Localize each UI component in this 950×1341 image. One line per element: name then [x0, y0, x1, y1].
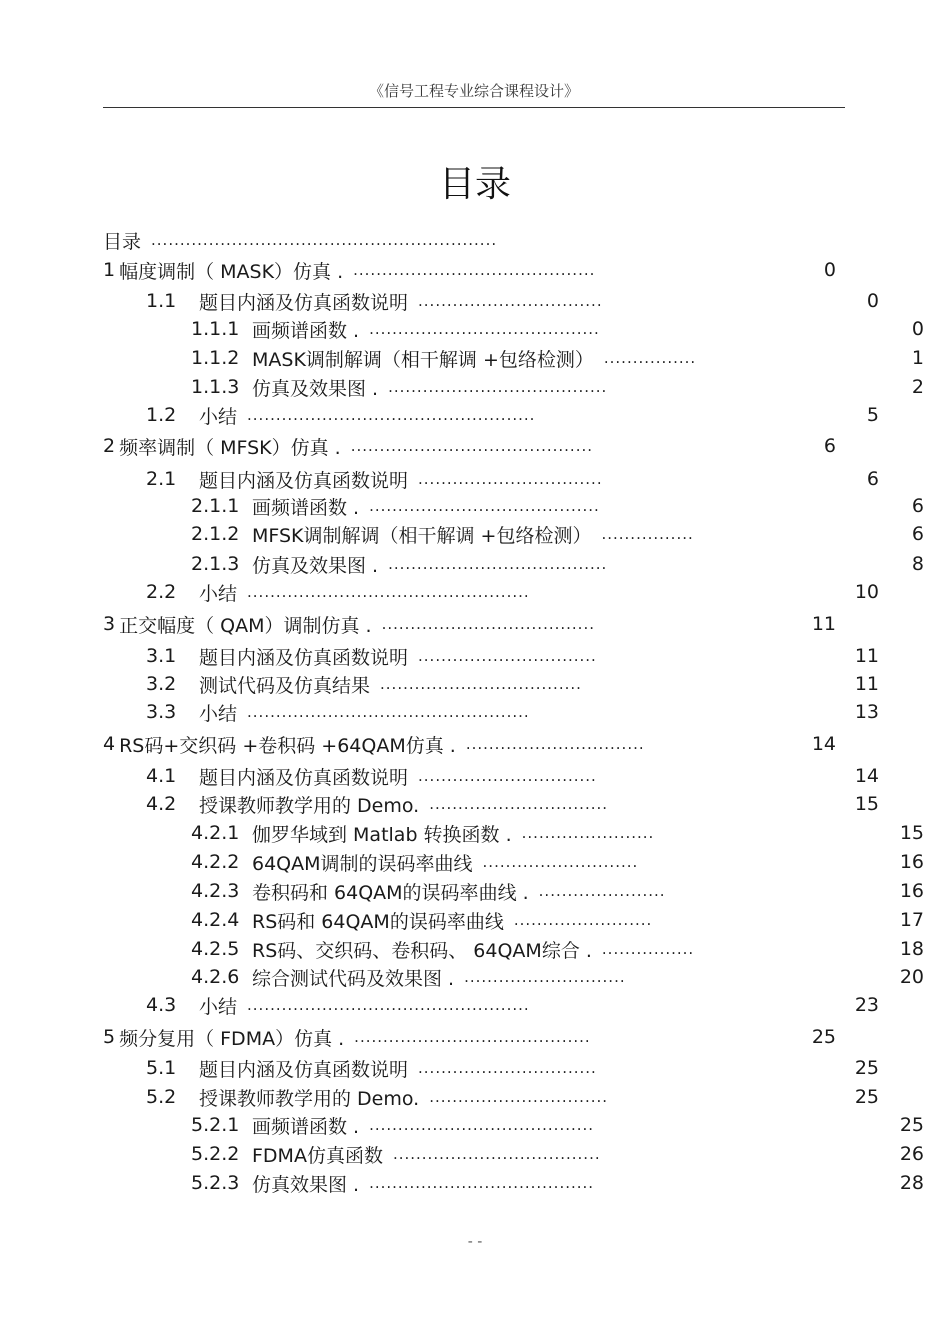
toc-entry-leader: ................................................. — [247, 583, 530, 601]
toc-entry-leader: ................................... — [380, 675, 582, 693]
toc-entry-page: 11 — [854, 645, 879, 667]
toc-entry-number: 5.2.2 — [191, 1143, 240, 1165]
toc-entry-page: 14 — [811, 733, 836, 755]
toc-entry-leader: ................ — [601, 940, 695, 958]
toc-entry[interactable] — [103, 1111, 924, 1139]
toc-entry[interactable] — [103, 730, 836, 758]
toc-entry-title: 卷积码和 64QAM的误码率曲线 . — [252, 881, 529, 904]
toc-entry-page: 25 — [854, 1086, 879, 1108]
toc-entry-leader: ..................................... — [381, 615, 595, 633]
toc-entry-number: 2.2 — [146, 581, 177, 603]
toc-entry-leader: ................................................. — [247, 996, 530, 1014]
toc-entry-number: 4.2.4 — [191, 909, 240, 931]
toc-entry[interactable] — [103, 670, 879, 698]
toc-entry-leader: .................................... — [392, 1145, 601, 1163]
toc-entry-number: 4.2.3 — [191, 880, 240, 902]
toc-entry-page: 0 — [866, 290, 879, 312]
toc-entry-number: 2.1.2 — [191, 523, 240, 545]
toc-entry[interactable] — [103, 1023, 836, 1051]
toc-entry-title: 小结 — [199, 995, 238, 1018]
toc-entry-page: 6 — [866, 468, 879, 490]
toc-entry-number: 1.1.2 — [191, 347, 240, 369]
toc-entry-leader: ................ — [603, 349, 697, 367]
toc-entry[interactable] — [103, 790, 879, 818]
toc-entry-number: 4.3 — [146, 994, 177, 1016]
toc-entry-page: 20 — [899, 966, 924, 988]
toc-entry-number: 2.1.3 — [191, 553, 240, 575]
toc-entry[interactable] — [103, 698, 879, 726]
toc-entry-number: 2.1 — [146, 468, 177, 490]
toc-entry-title: 画频谱函数 . — [252, 1115, 360, 1138]
toc-entry-title: 幅度调制（ MASK）仿真 . — [119, 260, 344, 283]
toc-entry-number: 1.1.1 — [191, 318, 240, 340]
toc-entry-title: RS码+交织码 +卷积码 +64QAM仿真 . — [119, 734, 456, 757]
toc-entry-page: 23 — [854, 994, 879, 1016]
toc-entry[interactable] — [103, 610, 836, 638]
page-title: 目录 — [438, 164, 511, 205]
toc-entry-leader: ....................................... — [369, 1174, 595, 1192]
toc-entry-title: 测试代码及仿真结果 — [199, 674, 371, 697]
toc-entry[interactable] — [103, 315, 924, 343]
toc-entry-page: 17 — [899, 909, 924, 931]
toc-entry-leader: ................................................. — [247, 703, 530, 721]
page-footer: - - — [467, 1234, 483, 1250]
toc-entry-title: 仿真效果图 . — [252, 1173, 360, 1196]
toc-entry-title: RS码和 64QAM的误码率曲线 — [252, 910, 504, 933]
toc-entry-title: 题目内涵及仿真函数说明 — [199, 291, 409, 314]
toc-entry-leader: ....................... — [521, 824, 655, 842]
toc-entry-page: 5 — [866, 404, 879, 426]
toc-entry-title: 频率调制（ MFSK）仿真 . — [119, 436, 341, 459]
toc-entry-page: 18 — [899, 938, 924, 960]
toc-entry-number: 1.1.3 — [191, 376, 240, 398]
toc-entry-page: 8 — [911, 553, 924, 575]
toc-entry-leader: ............................... — [418, 647, 597, 665]
toc-entry-title: 小结 — [199, 405, 238, 428]
toc-entry-page: 13 — [854, 701, 879, 723]
toc-entry-leader: ................ — [601, 525, 694, 543]
toc-entry-title: 画频谱函数 . — [252, 496, 360, 519]
toc-entry-number: 4.2.5 — [191, 938, 240, 960]
toc-entry-leader: ............................... — [418, 1059, 597, 1077]
toc-entry-page: 6 — [911, 495, 924, 517]
toc-entry-title: 伽罗华域到 Matlab 转换函数 . — [252, 823, 512, 846]
toc-entry-leader: ........................................ — [369, 497, 600, 515]
toc-entry-number: 4 — [103, 733, 116, 755]
toc-entry-page: 2 — [911, 376, 924, 398]
toc-entry-leader: ........................ — [513, 911, 653, 929]
toc-entry-number: 2.1.1 — [191, 495, 240, 517]
toc-entry-leader: .................................................. — [247, 406, 536, 424]
toc-entry-leader: ...................... — [538, 882, 666, 900]
toc-entry-page: 6 — [911, 523, 924, 545]
toc-entry[interactable] — [103, 1140, 924, 1168]
toc-entry-title: 题目内涵及仿真函数说明 — [199, 469, 409, 492]
toc-entry-title: 综合测试代码及效果图 . — [252, 967, 455, 990]
toc-entry-page: 0 — [823, 259, 836, 281]
toc-entry[interactable] — [103, 226, 836, 254]
toc-entry-number: 2 — [103, 435, 116, 457]
toc-entry-number: 1.2 — [146, 404, 177, 426]
toc-entry[interactable] — [103, 344, 924, 372]
toc-entry-title: RS码、交织码、卷积码、 64QAM综合 . — [252, 939, 592, 962]
toc-entry-number: 1 — [103, 259, 116, 281]
toc-entry[interactable] — [103, 401, 879, 429]
toc-entry-number: 5 — [103, 1026, 116, 1048]
running-header: 《信号工程专业综合课程设计》 — [368, 82, 579, 100]
toc-entry-number: 4.1 — [146, 765, 177, 787]
toc-entry-leader: ........................................ — [369, 320, 600, 338]
toc-entry-title: 正交幅度（ QAM）调制仿真 . — [119, 614, 372, 637]
toc-entry[interactable] — [103, 991, 879, 1019]
toc-entry[interactable] — [103, 848, 924, 876]
toc-entry[interactable] — [103, 762, 879, 790]
toc-entry[interactable] — [103, 642, 879, 670]
toc-entry[interactable] — [103, 1054, 879, 1082]
toc-entry-leader: ....................................... — [369, 1116, 595, 1134]
toc-entry-leader: ...................................... — [388, 555, 608, 573]
toc-entry[interactable] — [103, 256, 836, 284]
toc-entry-title: 64QAM调制的误码率曲线 — [252, 852, 473, 875]
toc-entry-title: 授课教师教学用的 Demo. — [199, 1087, 420, 1110]
toc-entry-number: 4.2 — [146, 793, 177, 815]
toc-entry-leader: ......................................... — [354, 1028, 591, 1046]
toc-entry-number: 3 — [103, 613, 116, 635]
toc-entry-leader: ............................... — [418, 767, 597, 785]
toc-entry[interactable] — [103, 465, 879, 493]
toc-entry-page: 26 — [899, 1143, 924, 1165]
toc-entry-leader: .......................................... — [353, 261, 596, 279]
toc-entry-title: 小结 — [199, 582, 238, 605]
toc-entry-page: 11 — [854, 673, 879, 695]
toc-entry[interactable] — [103, 550, 924, 578]
toc-entry-leader: ............................... — [429, 1088, 609, 1106]
toc-entry[interactable] — [103, 877, 924, 905]
toc-entry-page: 1 — [911, 347, 924, 369]
toc-entry-title: 仿真及效果图 . — [252, 554, 379, 577]
toc-entry-leader: ............................... — [429, 795, 609, 813]
toc-entry[interactable] — [103, 578, 879, 606]
toc-entry-page: 14 — [854, 765, 879, 787]
toc-entry-title: FDMA仿真函数 — [252, 1144, 383, 1167]
toc-entry-number: 3.1 — [146, 645, 177, 667]
toc-entry-title: 题目内涵及仿真函数说明 — [199, 646, 409, 669]
toc-entry-page: 28 — [899, 1172, 924, 1194]
toc-entry-leader: .......................................... — [350, 437, 593, 455]
toc-entry[interactable] — [103, 287, 879, 315]
toc-entry-title: 目录 — [103, 230, 142, 253]
toc-entry-number: 5.2.3 — [191, 1172, 240, 1194]
toc-entry-title: 小结 — [199, 702, 238, 725]
toc-entry-page: 0 — [911, 318, 924, 340]
toc-entry-number: 3.3 — [146, 701, 177, 723]
toc-entry-page: 25 — [811, 1026, 836, 1048]
toc-entry-page: 11 — [811, 613, 836, 635]
toc-entry-number: 1.1 — [146, 290, 177, 312]
toc-entry-number: 5.2 — [146, 1086, 177, 1108]
toc-entry-page: 15 — [854, 793, 879, 815]
toc-entry-title: 授课教师教学用的 Demo. — [199, 794, 420, 817]
toc-entry[interactable] — [103, 819, 924, 847]
toc-entry-number: 4.2.1 — [191, 822, 240, 844]
toc-entry-title: 仿真及效果图 . — [252, 377, 379, 400]
toc-entry-title: MFSK调制解调（相干解调 +包络检测） — [252, 524, 592, 547]
toc-entry-page: 16 — [899, 880, 924, 902]
toc-entry-number: 5.2.1 — [191, 1114, 240, 1136]
toc-entry-title: MASK调制解调（相干解调 +包络检测） — [252, 348, 594, 371]
toc-entry-leader: ............................ — [464, 968, 626, 986]
toc-entry-page: 25 — [899, 1114, 924, 1136]
toc-entry-title: 题目内涵及仿真函数说明 — [199, 766, 409, 789]
toc-entry-leader: ...................................... — [388, 378, 608, 396]
toc-entry-number: 3.2 — [146, 673, 177, 695]
toc-entry-page: 16 — [899, 851, 924, 873]
toc-entry[interactable] — [103, 1083, 879, 1111]
toc-entry-number: 4.2.2 — [191, 851, 240, 873]
toc-entry-page: 25 — [854, 1057, 879, 1079]
toc-entry[interactable] — [103, 492, 924, 520]
toc-entry[interactable] — [103, 373, 924, 401]
toc-entry-number: 4.2.6 — [191, 966, 240, 988]
toc-entry-leader: ............................................................ — [151, 231, 498, 249]
toc-entry-leader: ................................ — [418, 470, 603, 488]
toc-entry[interactable] — [103, 432, 836, 460]
toc-entry-title: 频分复用（ FDMA）仿真 . — [119, 1027, 345, 1050]
toc-entry-number: 5.1 — [146, 1057, 177, 1079]
toc-entry[interactable] — [103, 1169, 924, 1197]
toc-entry[interactable] — [103, 935, 924, 963]
toc-entry-title: 题目内涵及仿真函数说明 — [199, 1058, 409, 1081]
header-rule — [103, 107, 845, 108]
toc-entry-leader: ............................... — [465, 735, 645, 753]
toc-entry-title: 画频谱函数 . — [252, 319, 360, 342]
toc-entry-leader: ........................... — [482, 853, 639, 871]
toc-entry-page: 15 — [899, 822, 924, 844]
toc-entry-page: 6 — [823, 435, 836, 457]
toc-entry[interactable] — [103, 520, 924, 548]
toc-entry-leader: ................................ — [418, 292, 603, 310]
toc-entry[interactable] — [103, 963, 924, 991]
toc-entry[interactable] — [103, 906, 924, 934]
toc-entry-page: 10 — [854, 581, 879, 603]
